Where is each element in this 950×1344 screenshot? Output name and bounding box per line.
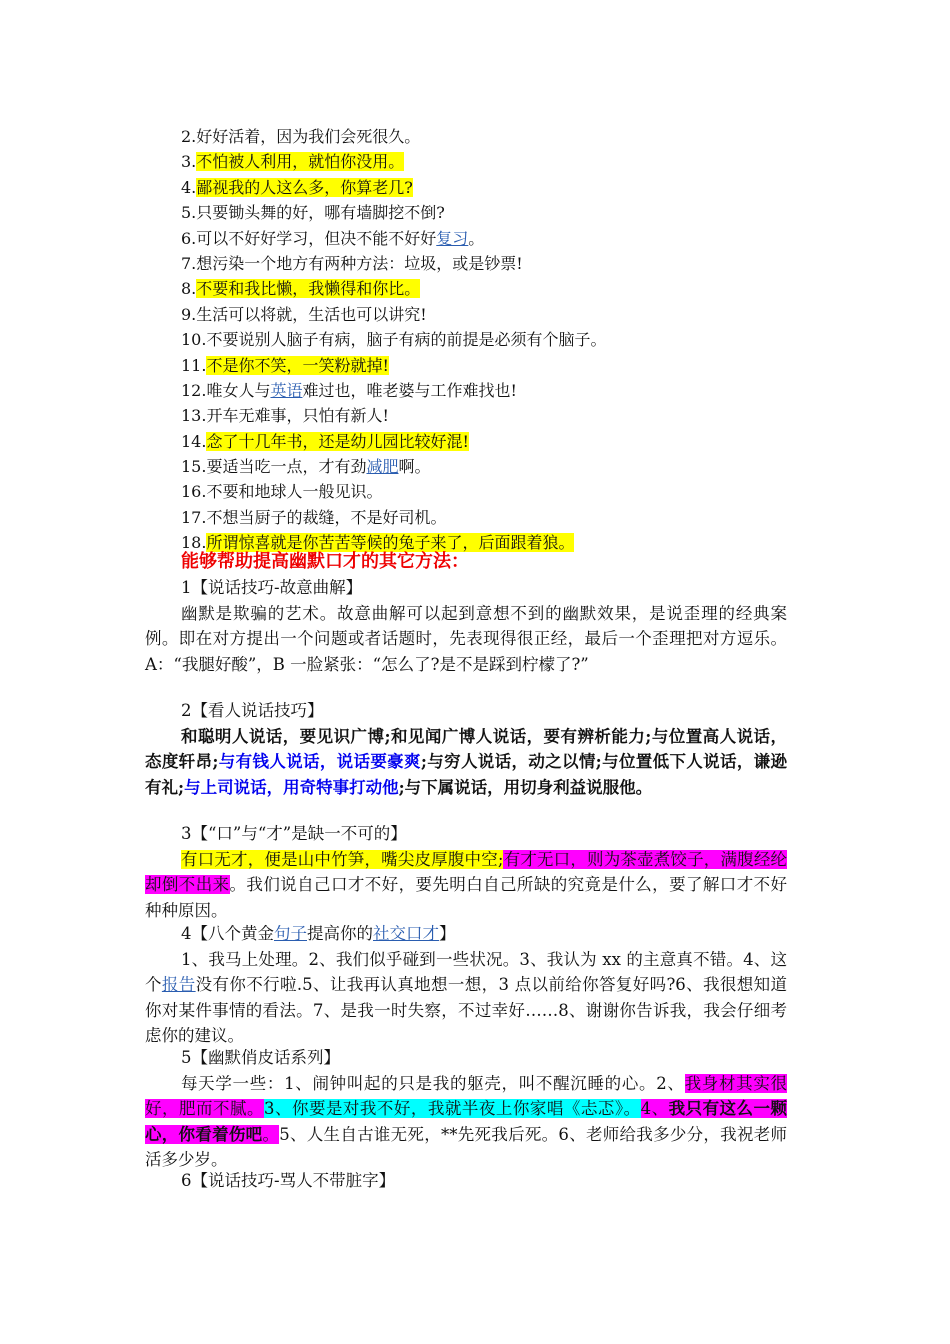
list-item-text: 不要和地球人一般见识。 [206,482,383,502]
section-4-text: 没有你不行啦.5、让我再认真地想一想，3 点以前给你答复好吗?6、我很想知道你对某件事情的看法。7、是我一时失察，不过幸好……8、谢谢你告诉我，我会仔细考虑你的建议。 [145,975,788,1045]
text-segment: 要适当吃一点，才有劲 [206,457,367,477]
highlight-magenta: 有才无口，则为茶壶煮饺子，满腹经纶却倒不出来 [145,849,788,894]
link-juzi[interactable]: 句子 [274,924,307,943]
list-item [181,479,841,504]
section-5 [145,1045,787,1173]
title-text: 】 [439,924,456,943]
list-item-number: 3. [181,152,197,172]
list-item [181,378,841,403]
list-item-number: 11. [181,355,207,375]
list-item [181,353,841,378]
list-item [181,251,841,276]
list-item-text: 不要说别人脑子有病，脑子有病的前提是必须有个脑子。 [206,330,607,350]
joke-list [181,124,841,556]
list-item-number: 15. [181,457,207,477]
section-2-text: 和聪明人说话，要见识广博;和见闻广博人说话，要有辨析能力;与位置高人说话，态度轩昂; [145,726,787,771]
list-item-number: 2. [181,127,197,146]
title-text: 4【八个黄金 [181,924,274,943]
text-segment: 。 [468,228,485,248]
link-shejiao-koucai[interactable]: 社交口才 [373,924,439,943]
section-heading: 能够帮助提高幽默口才的其它方法： [181,551,469,572]
section-4 [145,921,787,1049]
list-item-text: 不是你不笑，一笑粉就掉! [206,355,389,375]
list-item-number: 4. [181,177,197,197]
section-4-title [145,921,787,947]
text-segment: 难过也，唯老婆与工作难找也! [302,380,517,400]
inline-link[interactable]: 减肥 [366,457,399,477]
punctuation: 。 [262,1124,280,1144]
list-item-text [196,229,484,248]
section-3 [145,821,787,923]
section-1-title: 1【说话技巧-故意曲解】 [181,578,363,597]
list-item [181,327,841,352]
list-item-number: 6. [181,228,197,248]
section-4-text: 1、我马上处理。2、我们似乎碰到一些状况。3、我认为 xx 的主意真不错。4、这个 [145,949,787,994]
list-item-number: 10. [181,330,207,350]
list-item-number: 17. [181,507,207,527]
section-5-text: 5、人生自古谁无死，**先死我后死。6、老师给我多少分，我祝老师活多少岁。 [145,1124,788,1169]
list-item-number: 18. [181,533,207,553]
section-3-text: 。我们说自己口才不好，要先明白自己所缺的究竟是什么，要了解口才不好种种原因。 [145,875,788,920]
list-item [181,403,841,428]
list-item-number: 8. [181,279,197,299]
text-segment: 唯女人与 [206,380,271,400]
list-item [181,149,841,174]
list-item-text [206,381,516,400]
section-4-body [145,947,787,1049]
highlight-yellow: 有口无才，便是山中竹笋，嘴尖皮厚腹中空; [181,849,504,869]
list-item-number: 5. [181,203,197,223]
list-item-number: 9. [181,304,197,324]
list-item-number: 13. [181,406,207,426]
highlight-cyan: 3、你要是对我不好，我就半夜上你家唱《忐忑》。 [263,1099,641,1118]
bold-text: 我只有这么一颗心，你看着伤吧 [145,1099,788,1144]
section-2 [145,698,787,800]
section-5-text: 每天学一些：1、闹钟叫起的只是我的躯壳，叫不醒沉睡的心。2、 [181,1073,685,1093]
section-5-title: 5【幽默俏皮话系列】 [181,1048,340,1067]
section-1 [145,575,787,677]
list-item-number: 14. [181,431,207,451]
section-2-body [145,724,787,801]
list-item-text: 所谓惊喜就是你苦苦等候的兔子来了，后面跟着狼。 [206,533,575,553]
section-2-blue-text: 与有钱人说话，说话要豪爽 [218,752,421,771]
inline-link[interactable]: 复习 [436,228,469,248]
list-item [181,175,841,200]
list-item-text: 生活可以将就，生活也可以讲究! [196,304,427,324]
list-item [181,454,841,479]
text-segment: 啊。 [398,457,431,477]
list-item [181,226,841,251]
section-1-body: 幽默是欺骗的艺术。故意曲解可以起到意想不到的幽默效果，是说歪理的经典案例。即在对方提出一个问题或者话题时，先表现得很正经，最后一个歪理把对方逗乐。A：“我腿好酸”，B 一脸紧张：“怎么了?是不是踩到柠檬了?” [145,603,787,674]
item-number: 4、 [640,1099,669,1118]
text-segment: 可以不好好学习，但决不能不好好 [196,228,437,248]
list-item-text: 只要锄头舞的好，哪有墙脚挖不倒? [196,203,445,223]
list-item [181,302,841,327]
list-item-text: 念了十几年书，还是幼儿园比较好混! [206,431,469,451]
title-text: 提高你的 [307,924,373,943]
list-item [181,124,841,149]
list-item-text: 好好活着，因为我们会死很久。 [196,127,421,146]
section-6-title: 6【说话技巧-骂人不带脏字】 [181,1171,396,1190]
section-5-body [145,1071,787,1173]
list-item [181,200,841,225]
highlight-magenta: 我身材其实很好，肥而不腻。 [145,1073,788,1118]
section-2-text: ;与下属说话，用切身利益说服他。 [398,777,653,797]
list-item-text: 开车无难事，只怕有新人! [206,406,389,426]
list-item [181,505,841,530]
list-item-text: 不想当厨子的裁缝，不是好司机。 [206,507,447,527]
list-item-number: 16. [181,482,207,502]
section-6 [145,1168,787,1194]
list-item-number: 7. [181,253,197,273]
link-baogao[interactable]: 报告 [161,975,196,994]
section-3-title: 3【“口”与“才”是缺一不可的】 [181,824,407,843]
list-item-text: 不要和我比懒，我懒得和你比。 [196,279,421,299]
inline-link[interactable]: 英语 [270,380,303,400]
section-2-blue-text: 与上司说话，用奇特事打动他 [184,777,399,797]
list-item-number: 12. [181,380,207,400]
section-3-body [145,847,787,924]
list-item [181,429,841,454]
list-item-text: 想污染一个地方有两种方法：垃圾，或是钞票! [196,253,523,273]
list-item-text [206,457,430,476]
list-item [181,276,841,301]
section-2-text: ;与穷人说话，动之以情;与位置低下人说话，谦逊有礼; [145,752,787,797]
section-2-title: 2【看人说话技巧】 [181,701,324,720]
list-item-text: 不怕被人利用，就怕你没用。 [196,152,405,172]
list-item-text: 鄙视我的人这么多，你算老几? [196,177,413,197]
